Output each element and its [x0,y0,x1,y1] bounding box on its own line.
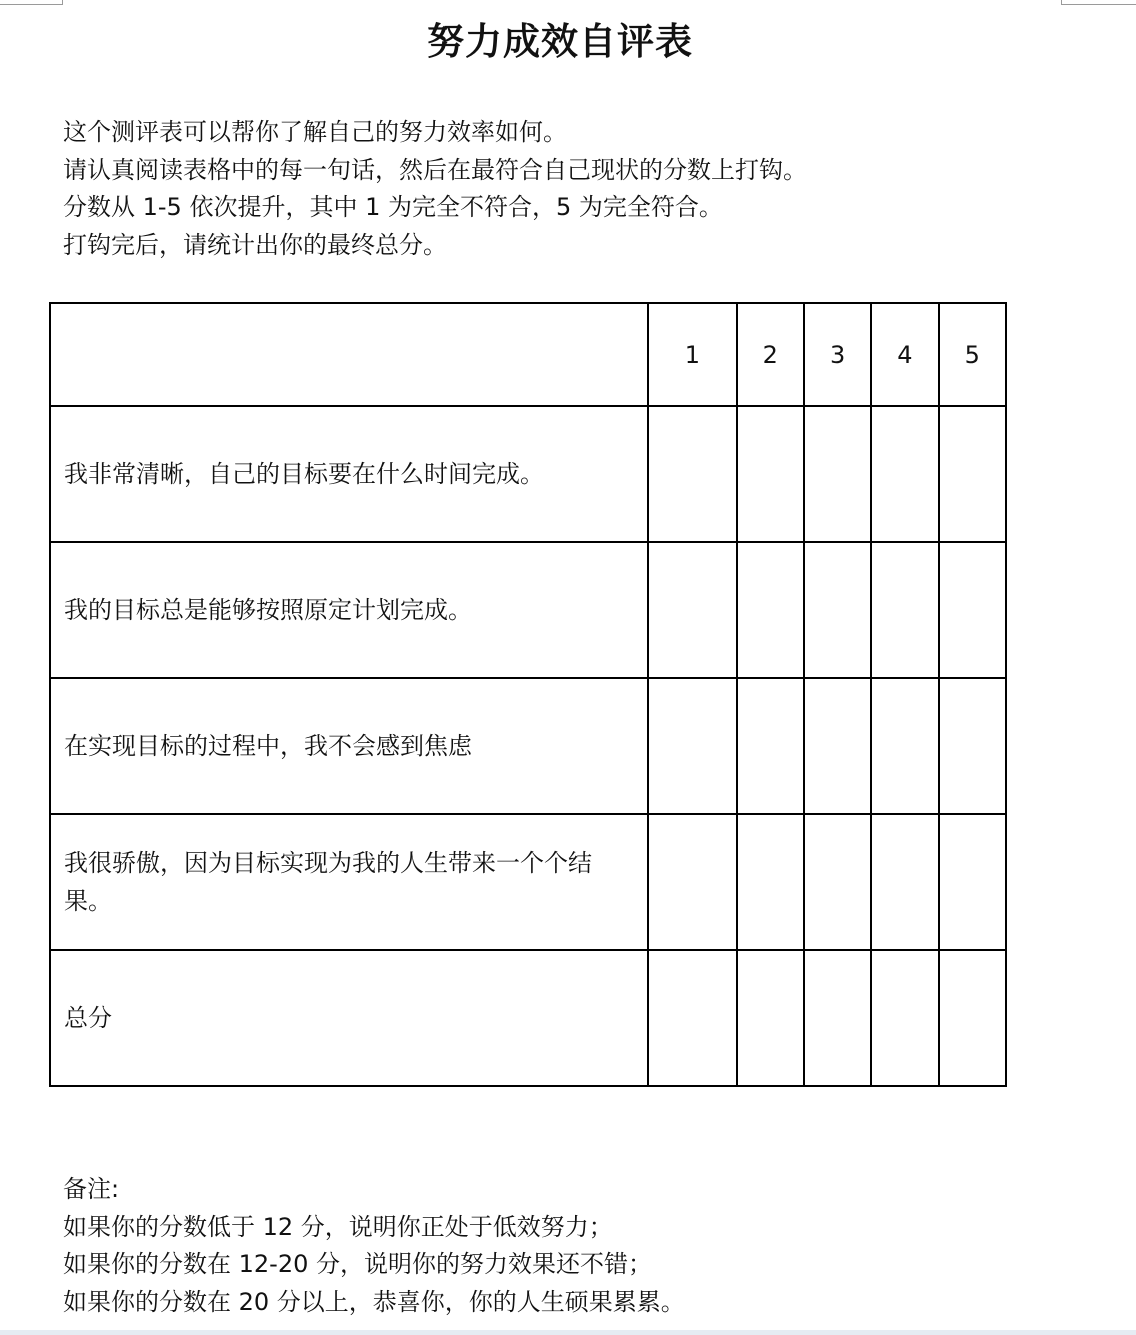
table-row [50,678,1006,814]
score-header-3: 3 [804,303,871,406]
score-cell-3[interactable] [804,678,871,814]
table-row [50,814,1006,950]
score-cell-3[interactable] [804,814,871,950]
intro-line: 分数从 1-5 依次提升，其中 1 为完全不符合，5 为完全符合。 [63,193,723,221]
page-corner-mark-left [0,0,63,5]
score-cell-5[interactable] [939,406,1006,542]
score-cell-3[interactable] [804,406,871,542]
intro-paragraph [63,114,1103,264]
score-cell-2[interactable] [737,406,804,542]
score-cell-1[interactable] [648,406,736,542]
total-cell-2[interactable] [737,950,804,1086]
notes-heading: 备注: [63,1175,120,1203]
score-cell-5[interactable] [939,542,1006,678]
statement-cell: 我非常清晰，自己的目标要在什么时间完成。 [50,406,648,542]
score-header-5: 5 [939,303,1006,406]
notes-section [63,1171,1103,1321]
intro-line: 请认真阅读表格中的每一句话，然后在最符合自己现状的分数上打钩。 [63,155,807,184]
intro-line: 这个测评表可以帮你了解自己的努力效率如何。 [63,118,567,146]
self-assessment-table [49,302,1007,1087]
score-header-1: 1 [648,303,736,406]
table-header-row [50,303,1006,406]
intro-line: 打钩完后，请统计出你的最终总分。 [63,230,447,259]
statement-cell: 在实现目标的过程中，我不会感到焦虑 [50,678,648,814]
score-cell-5[interactable] [939,814,1006,950]
total-cell-4[interactable] [871,950,938,1086]
page-title: 努力成效自评表 [427,20,693,63]
total-cell-1[interactable] [648,950,736,1086]
page-corner-mark-right [1061,0,1136,5]
bottom-edge-bar [0,1330,1136,1335]
score-cell-4[interactable] [871,542,938,678]
score-cell-5[interactable] [939,678,1006,814]
table-row [50,542,1006,678]
total-cell-3[interactable] [804,950,871,1086]
table-row [50,406,1006,542]
score-cell-1[interactable] [648,678,736,814]
notes-line: 如果你的分数在 12-20 分，说明你的努力效果还不错； [63,1250,652,1278]
score-cell-1[interactable] [648,542,736,678]
score-header-2: 2 [737,303,804,406]
score-header-4: 4 [871,303,938,406]
total-label-cell: 总分 [50,950,648,1086]
score-cell-4[interactable] [871,406,938,542]
header-blank-cell [50,303,648,406]
score-cell-2[interactable] [737,542,804,678]
score-cell-3[interactable] [804,542,871,678]
score-cell-4[interactable] [871,678,938,814]
statement-cell: 我的目标总是能够按照原定计划完成。 [50,542,648,678]
statement-cell: 我很骄傲，因为目标实现为我的人生带来一个个结果。 [50,814,648,950]
score-cell-4[interactable] [871,814,938,950]
total-row [50,950,1006,1086]
notes-line: 如果你的分数低于 12 分，说明你正处于低效努力； [63,1212,613,1241]
score-cell-1[interactable] [648,814,736,950]
notes-line: 如果你的分数在 20 分以上，恭喜你，你的人生硕果累累。 [63,1287,685,1316]
total-cell-5[interactable] [939,950,1006,1086]
score-cell-2[interactable] [737,678,804,814]
score-cell-2[interactable] [737,814,804,950]
